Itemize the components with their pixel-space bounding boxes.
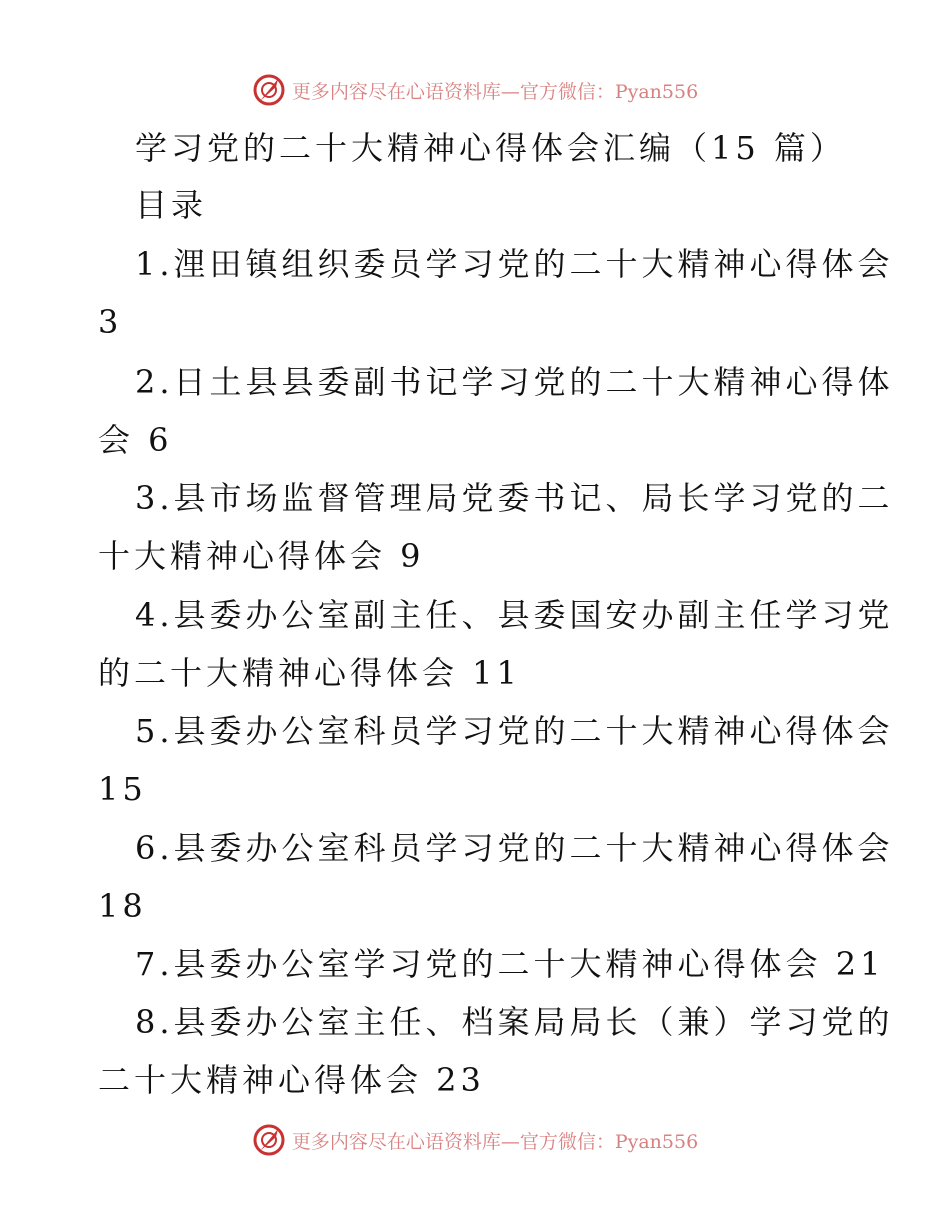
toc-entry-3-line1: 3.县市场监督管理局党委书记、局长学习党的二 <box>135 479 894 517</box>
watermark-text: 更多内容尽在心语资料库—官方微信：Pyan556 <box>291 80 699 103</box>
toc-entry-8-line2: 二十大精神心得体会 23 <box>98 1061 485 1099</box>
watermark-text: 更多内容尽在心语资料库—官方微信：Pyan556 <box>291 1130 699 1153</box>
toc-entry-8-line1: 8.县委办公室主任、档案局局长（兼）学习党的 <box>135 1003 894 1041</box>
toc-entry-4-line1: 4.县委办公室副主任、县委国安办副主任学习党 <box>135 596 894 634</box>
toc-entry-3-line2: 十大精神心得体会 9 <box>98 537 425 575</box>
toc-entry-1-line2: 3 <box>98 303 123 341</box>
quill-logo-icon <box>252 1123 286 1157</box>
toc-entry-6-line1: 6.县委办公室科员学习党的二十大精神心得体会 <box>135 829 894 867</box>
toc-entry-2-line2: 会 6 <box>98 421 173 459</box>
quill-logo-icon <box>252 73 286 107</box>
toc-entry-4-line2: 的二十大精神心得体会 11 <box>98 654 521 692</box>
toc-entry-5-line1: 5.县委办公室科员学习党的二十大精神心得体会 <box>135 712 894 750</box>
toc-entry-1-line1: 1.浬田镇组织委员学习党的二十大精神心得体会 <box>135 245 894 283</box>
toc-heading: 目录 <box>135 186 208 224</box>
footer-watermark <box>0 1120 950 1160</box>
toc-entry-2-line1: 2.日土县县委副书记学习党的二十大精神心得体 <box>135 363 894 401</box>
toc-entry-5-line2: 15 <box>98 770 147 808</box>
toc-entry-7-line1: 7.县委办公室学习党的二十大精神心得体会 21 <box>135 945 885 983</box>
header-watermark <box>0 70 950 110</box>
document-title: 学习党的二十大精神心得体会汇编（15 篇） <box>135 129 846 167</box>
toc-entry-6-line2: 18 <box>98 887 147 925</box>
